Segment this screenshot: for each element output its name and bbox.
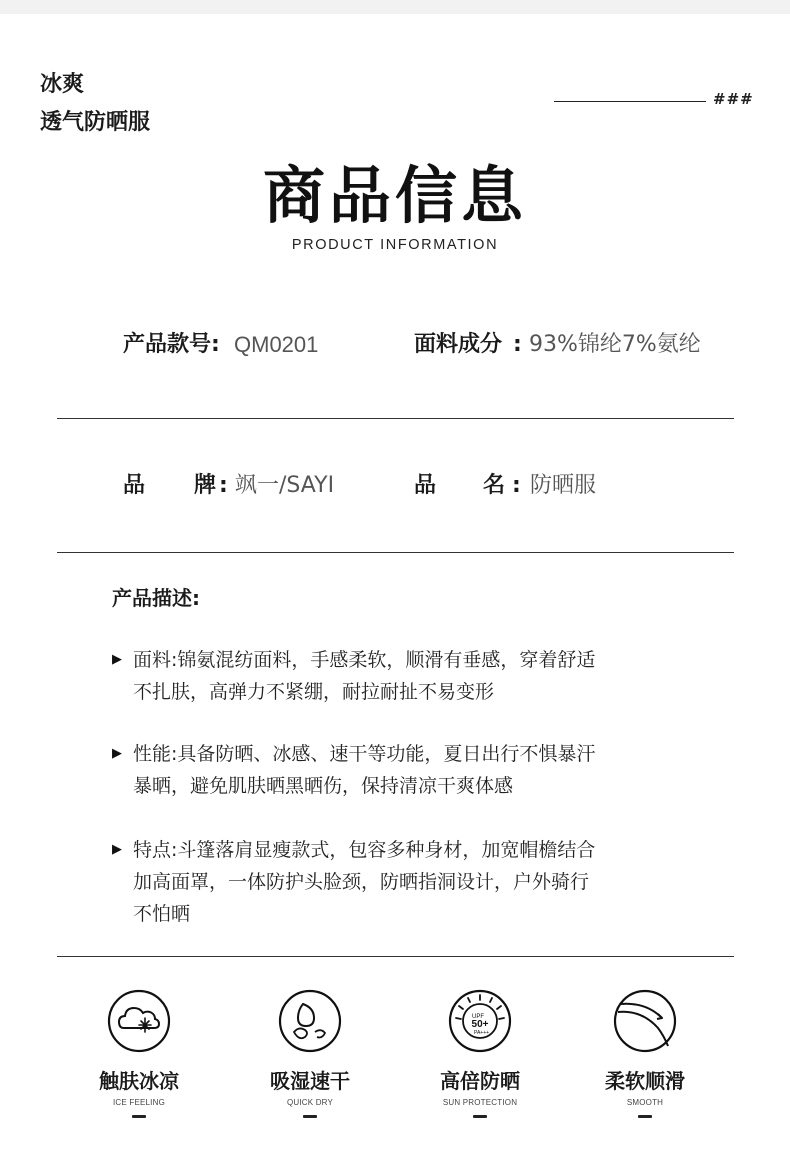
divider-3 [57,956,734,957]
fabric-value: 93%锦纶7%氨纶 [529,332,701,357]
name-label-b: 名 [483,473,506,498]
feature-sun-protection [395,988,565,1118]
description-item-features [112,834,702,930]
description-item-fabric [112,644,702,708]
bullet-icon: ▶ [112,842,122,857]
brand-value: 飒一/SAYI [235,473,335,498]
header-hashes: ### [713,90,754,108]
description-line: 不扎肤，高弹力不紧绷，耐拉耐扯不易变形 [133,681,495,703]
description-line: 性能:具备防晒、冰感、速干等功能，夏日出行不惧暴汗 [133,743,596,765]
description-line: 面料:锦氨混纺面料，手感柔软，顺滑有垂感，穿着舒适 [133,649,596,671]
name-label-a: 品 [414,473,437,498]
fabric-colon: : [513,332,522,357]
bullet-icon: ▶ [112,746,122,761]
upf-sun-icon [447,988,513,1054]
tagline-line-2: 透气防晒服 [40,110,151,135]
feature-dash [473,1115,487,1118]
description-line: 特点:斗篷落肩显瘦款式，包容多种身材，加宽帽檐结合 [133,839,596,861]
description-item-performance [112,738,702,802]
brand-label-b: 牌 [194,473,217,498]
feature-label: 触肤冰凉 [99,1069,179,1093]
name-colon: : [512,473,521,498]
spec-row-model-fabric [0,325,790,365]
feature-sublabel: QUICK DRY [286,1098,334,1107]
brand-colon: : [219,473,228,498]
header-rule [554,101,706,102]
upf-badge-bot: PA+++ [474,1030,490,1036]
model-colon: : [211,332,220,357]
description-line: 不怕晒 [133,903,191,925]
page-title: 商品信息 [262,159,527,232]
smooth-curve-icon [612,988,678,1054]
upf-badge-top: UPF [472,1014,484,1020]
feature-label: 柔软顺滑 [605,1069,685,1093]
feature-dash [132,1115,146,1118]
feature-sublabel: SUN PROTECTION [442,1098,518,1107]
header-tagline [40,66,150,142]
droplets-icon [277,988,343,1054]
snow-cloud-icon [106,988,172,1054]
feature-smooth [560,988,730,1118]
model-label: 产品款号 [123,332,212,357]
feature-sublabel: ICE FEELING [113,1098,165,1107]
description-line: 加高面罩，一体防护头脸颈，防晒指洞设计，户外骑行 [133,871,590,893]
feature-label: 高倍防晒 [440,1069,520,1093]
tagline-line-1: 冰爽 [40,72,85,97]
feature-dash [638,1115,652,1118]
spec-row-brand-name [0,466,790,506]
model-value: QM0201 [234,332,319,357]
brand-label-a: 品 [123,473,146,498]
feature-label: 吸湿速干 [270,1069,350,1093]
feature-quick-dry [225,988,395,1118]
page-subtitle: PRODUCT INFORMATION [291,237,499,253]
divider-2 [57,552,734,553]
description-title: 产品描述: [112,586,200,610]
upf-badge-mid: 50+ [471,1019,489,1030]
feature-sublabel: SMOOTH [626,1098,664,1107]
bullet-icon: ▶ [112,652,122,667]
fabric-label: 面料成分 [414,332,503,357]
feature-dash [303,1115,317,1118]
name-value: 防晒服 [530,473,597,498]
divider-1 [57,418,734,419]
top-strip [0,0,790,14]
feature-ice-feeling [54,988,224,1118]
description-line: 暴晒，避免肌肤晒黑晒伤，保持清凉干爽体感 [133,775,514,797]
